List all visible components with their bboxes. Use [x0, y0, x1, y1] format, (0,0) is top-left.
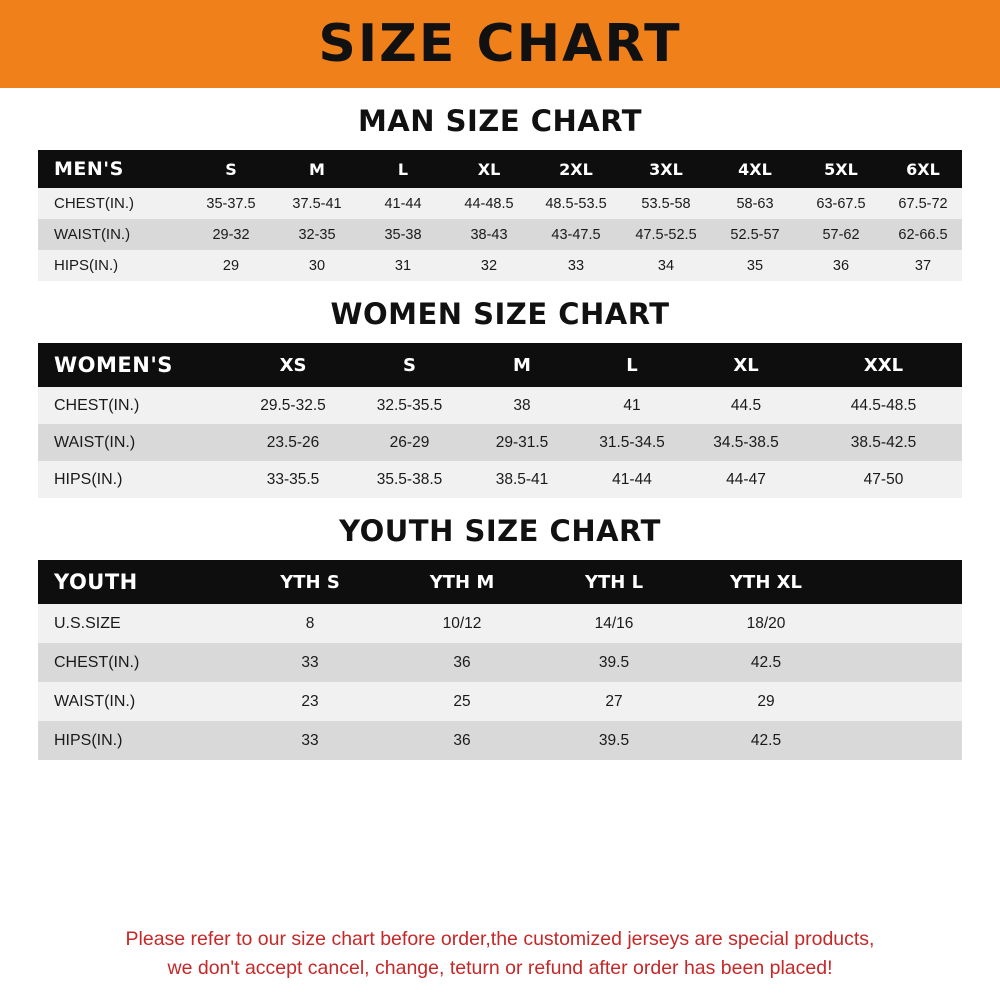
- cell-spacer: [842, 682, 962, 721]
- youth-header-spacer: [842, 560, 962, 604]
- cell: 53.5-58: [641, 195, 691, 212]
- man-col-header: XL: [477, 159, 501, 179]
- cell: 33-35.5: [266, 470, 320, 488]
- cell: 18/20: [746, 614, 786, 632]
- cell: 29-31.5: [495, 433, 549, 451]
- women-header-row: [38, 343, 962, 387]
- table-row: [38, 219, 962, 250]
- footer-disclaimer: [0, 911, 1000, 1000]
- cell: 47.5-52.5: [635, 226, 697, 243]
- man-header-row: [38, 150, 962, 188]
- table-row: [38, 682, 962, 721]
- cell: 67.5-72: [898, 195, 948, 212]
- cell: 32: [480, 257, 498, 274]
- section-youth: [28, 514, 972, 760]
- table-row: [38, 721, 962, 760]
- section-women: [28, 297, 972, 498]
- cell: 10/12: [442, 614, 482, 632]
- man-col-header: 2XL: [559, 159, 593, 179]
- table-row: [38, 643, 962, 682]
- row-label: CHEST(IN.): [54, 396, 140, 414]
- cell: 29: [757, 692, 775, 710]
- youth-size-table: [38, 560, 962, 760]
- cell: 35-37.5: [206, 195, 256, 212]
- cell: 58-63: [736, 195, 774, 212]
- chart-content: [0, 88, 1000, 911]
- cell: 36: [832, 257, 850, 274]
- cell: 37: [914, 257, 932, 274]
- cell-spacer: [842, 604, 962, 643]
- cell: 44.5: [730, 396, 762, 414]
- cell-spacer: [842, 721, 962, 760]
- women-col-header: L: [626, 354, 638, 376]
- cell: 38-43: [470, 226, 508, 243]
- table-row: [38, 250, 962, 281]
- row-label: HIPS(IN.): [54, 470, 123, 488]
- youth-col-header: YTH XL: [730, 571, 802, 593]
- cell: 42.5: [750, 731, 782, 749]
- cell: 29.5-32.5: [260, 396, 326, 414]
- section-title-women: WOMEN SIZE CHART: [330, 297, 670, 331]
- cell: 14/16: [594, 614, 634, 632]
- row-label: WAIST(IN.): [54, 433, 136, 451]
- man-col-header: L: [397, 159, 409, 179]
- cell: 42.5: [750, 653, 782, 671]
- row-label: U.S.SIZE: [54, 614, 121, 632]
- cell: 33: [301, 653, 319, 671]
- women-col-header: M: [513, 354, 531, 376]
- man-col-header: S: [225, 159, 237, 179]
- cell: 41-44: [384, 195, 422, 212]
- cell: 26-29: [389, 433, 430, 451]
- cell: 29-32: [212, 226, 250, 243]
- cell: 35-38: [384, 226, 422, 243]
- youth-header-label: YOUTH: [54, 570, 138, 594]
- cell: 34: [657, 257, 675, 274]
- women-col-header: S: [403, 354, 416, 376]
- cell: 48.5-53.5: [545, 195, 607, 212]
- footer-line-2: we don't accept cancel, change, teturn or refund after order has been placed!: [167, 956, 833, 979]
- cell: 35.5-38.5: [376, 470, 443, 488]
- youth-col-header: YTH L: [584, 571, 644, 593]
- cell: 41-44: [612, 470, 652, 488]
- cell: 36: [453, 653, 471, 671]
- cell: 33: [567, 257, 585, 274]
- youth-header-row: [38, 560, 962, 604]
- table-row: [38, 604, 962, 643]
- cell: 27: [605, 692, 623, 710]
- table-row: [38, 188, 962, 219]
- cell: 32-35: [298, 226, 336, 243]
- cell: 39.5: [598, 731, 630, 749]
- cell: 62-66.5: [898, 226, 948, 243]
- cell: 38.5-42.5: [850, 433, 917, 451]
- youth-col-header: YTH S: [280, 571, 340, 593]
- cell: 29: [222, 257, 240, 274]
- cell: 31: [394, 257, 412, 274]
- man-col-header: M: [309, 159, 325, 179]
- man-header-label: MEN'S: [54, 158, 124, 180]
- cell: 41: [623, 396, 641, 414]
- man-col-header: 6XL: [906, 159, 940, 179]
- cell: 52.5-57: [730, 226, 780, 243]
- table-row: [38, 461, 962, 498]
- row-label: CHEST(IN.): [54, 653, 140, 671]
- cell: 57-62: [822, 226, 860, 243]
- row-label: WAIST(IN.): [54, 226, 131, 243]
- page-title: SIZE CHART: [318, 14, 682, 74]
- women-header-label: WOMEN'S: [54, 353, 173, 377]
- section-man: [28, 104, 972, 281]
- cell: 36: [453, 731, 471, 749]
- cell: 47-50: [863, 470, 904, 488]
- cell: 43-47.5: [551, 226, 601, 243]
- cell: 44-48.5: [464, 195, 514, 212]
- women-col-header: XL: [733, 354, 759, 376]
- cell: 38: [513, 396, 531, 414]
- man-col-header: 3XL: [649, 159, 683, 179]
- cell: 23: [301, 692, 319, 710]
- table-row: [38, 424, 962, 461]
- cell: 25: [453, 692, 471, 710]
- women-size-table: [38, 343, 962, 498]
- cell: 34.5-38.5: [713, 433, 779, 451]
- cell: 35: [746, 257, 764, 274]
- cell: 32.5-35.5: [376, 396, 443, 414]
- cell: 39.5: [598, 653, 630, 671]
- cell: 23.5-26: [266, 433, 320, 451]
- row-label: HIPS(IN.): [54, 731, 123, 749]
- man-col-header: 4XL: [738, 159, 772, 179]
- cell: 37.5-41: [292, 195, 342, 212]
- women-col-header: XS: [279, 354, 307, 376]
- cell: 30: [308, 257, 326, 274]
- man-col-header: 5XL: [824, 159, 858, 179]
- cell: 38.5-41: [495, 470, 549, 488]
- man-size-table: [38, 150, 962, 281]
- youth-col-header: YTH M: [429, 571, 495, 593]
- women-col-header: XXL: [863, 354, 904, 376]
- cell: 44-47: [726, 470, 766, 488]
- cell: 44.5-48.5: [850, 396, 917, 414]
- cell: 63-67.5: [816, 195, 866, 212]
- row-label: CHEST(IN.): [54, 195, 134, 212]
- table-row: [38, 387, 962, 424]
- cell: 33: [301, 731, 319, 749]
- cell: 8: [305, 614, 315, 632]
- header-banner: [0, 0, 1000, 88]
- section-title-man: MAN SIZE CHART: [357, 104, 643, 138]
- row-label: HIPS(IN.): [54, 257, 119, 274]
- cell-spacer: [842, 643, 962, 682]
- section-title-youth: YOUTH SIZE CHART: [339, 514, 661, 548]
- row-label: WAIST(IN.): [54, 692, 136, 710]
- footer-line-1: Please refer to our size chart before order,the customized jerseys are special products,: [125, 928, 875, 951]
- cell: 31.5-34.5: [599, 433, 665, 451]
